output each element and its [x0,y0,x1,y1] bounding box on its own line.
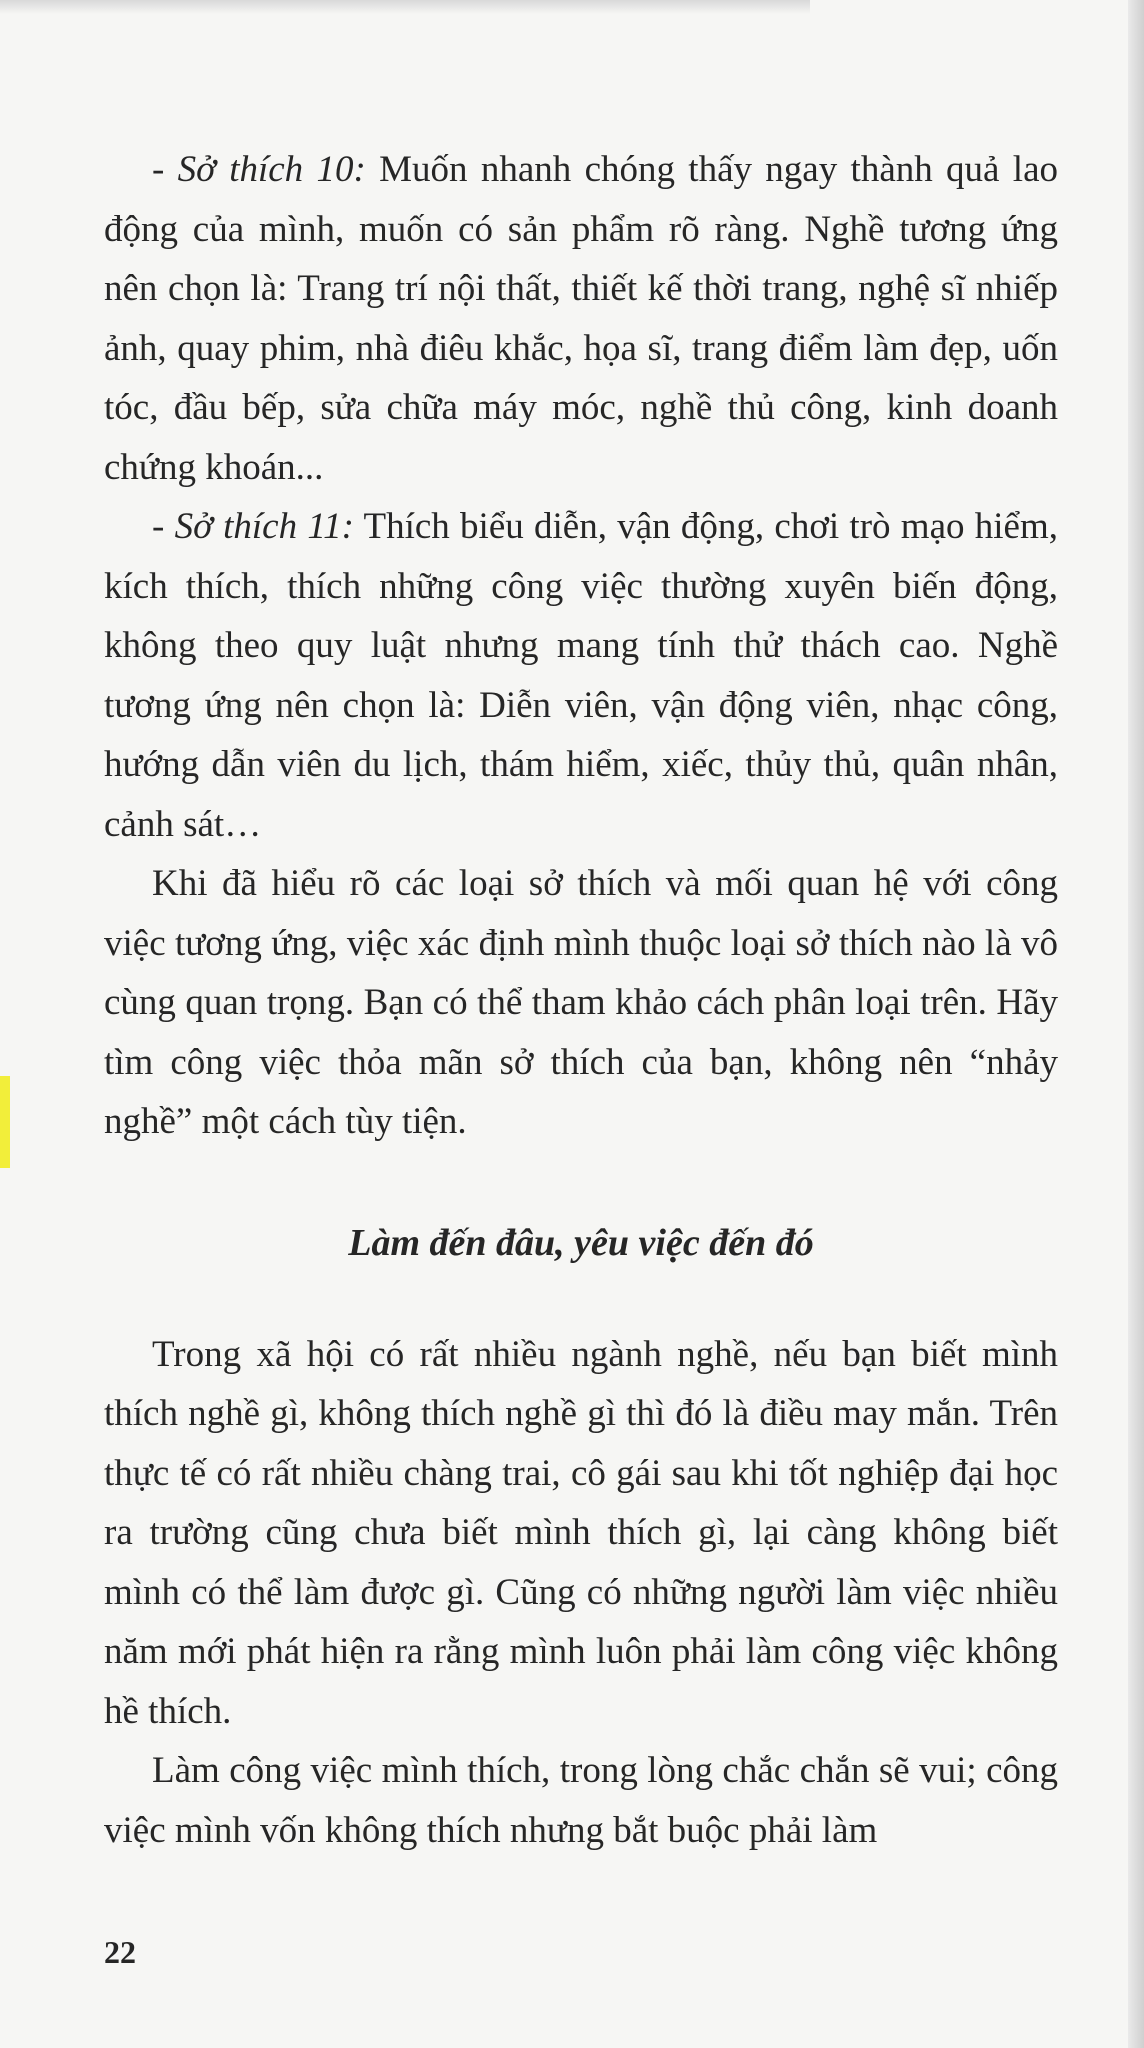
paragraph-body-1: Trong xã hội có rất nhiều ngành nghề, nếu bạn biết mình thích nghề gì, không thích nghề gì thì đó là điều may mắn. Trên thực tế có rất nhiều chàng trai, cô gái sau khi tốt nghiệp đại học ra trường cũng chưa biết mình thích gì, lại càng không biết mình có thể làm được gì. Cũng có những người làm việc nhiều năm mới phát hiện ra rằng mình luôn phải làm công việc không hề thích. [104,1333,1058,1732]
paragraph-hobby-11: - Sở thích 11: Thích biểu diễn, vận động, chơi trò mạo hiểm, kích thích, thích những công việc thường xuyên biến động, không theo quy luật nhưng mang tính thử thách cao. Nghề tương ứng nên chọn là: Diễn viên, vận động viên, nhạc công, hướng dẫn viên du lịch, thám hiểm, xiếc, thủy thủ, quân nhân, cảnh sát… [104,506,1058,845]
paragraph-body-2: Làm công việc mình thích, trong lòng chắc chắn sẽ vui; công việc mình vốn không thích nhưng bắt buộc phải làm [104,1750,1058,1851]
paragraph-hobby-10: - Sở thích 10: Muốn nhanh chóng thấy ngay thành quả lao động của mình, muốn có sản phẩm rõ ràng. Nghề tương ứng nên chọn là: Trang trí nội thất, thiết kế thời trang, nghệ sĩ nhiếp ảnh, quay phim, nhà điêu khắc, họa sĩ, trang điểm làm đẹp, uốn tóc, đầu bếp, sửa chữa máy móc, nghề thủ công, kinh doanh chứng khoán... [104,149,1058,488]
page-text [104,140,1058,1860]
hobby-11-label: Sở thích 11: [174,506,354,547]
page-number: 22 [104,1934,136,1970]
top-shadow [0,0,810,14]
paragraph-summary: Khi đã hiểu rõ các loại sở thích và mối quan hệ với công việc tương ứng, việc xác định mình thuộc loại sở thích nào là vô cùng quan trọng. Bạn có thể tham khảo cách phân loại trên. Hãy tìm công việc thỏa mãn sở thích của bạn, không nên “nhảy nghề” một cách tùy tiện. [104,863,1058,1142]
hobby-10-label: Sở thích 10: [177,149,366,190]
highlighter-mark [0,1076,10,1168]
hobby-10-text: Muốn nhanh chóng thấy ngay thành quả lao động của mình, muốn có sản phẩm rõ ràng. Nghề tương ứng nên chọn là: Trang trí nội thất, thiết kế thời trang, nghệ sĩ nhiếp ảnh, quay phim, nhà điêu khắc, họa sĩ, trang điểm làm đẹp, uốn tóc, đầu bếp, sửa chữa máy móc, nghề thủ công, kinh doanh chứng khoán... [104,149,1058,488]
section-heading: Làm đến đâu, yêu việc đến đó [348,1221,814,1264]
page-edge-shadow [1128,0,1144,2048]
hobby-11-text: Thích biểu diễn, vận động, chơi trò mạo hiểm, kích thích, thích những công việc thường xuyên biến động, không theo quy luật nhưng mang tính thử thách cao. Nghề tương ứng nên chọn là: Diễn viên, vận động viên, nhạc công, hướng dẫn viên du lịch, thám hiểm, xiếc, thủy thủ, quân nhân, cảnh sát… [104,506,1058,845]
